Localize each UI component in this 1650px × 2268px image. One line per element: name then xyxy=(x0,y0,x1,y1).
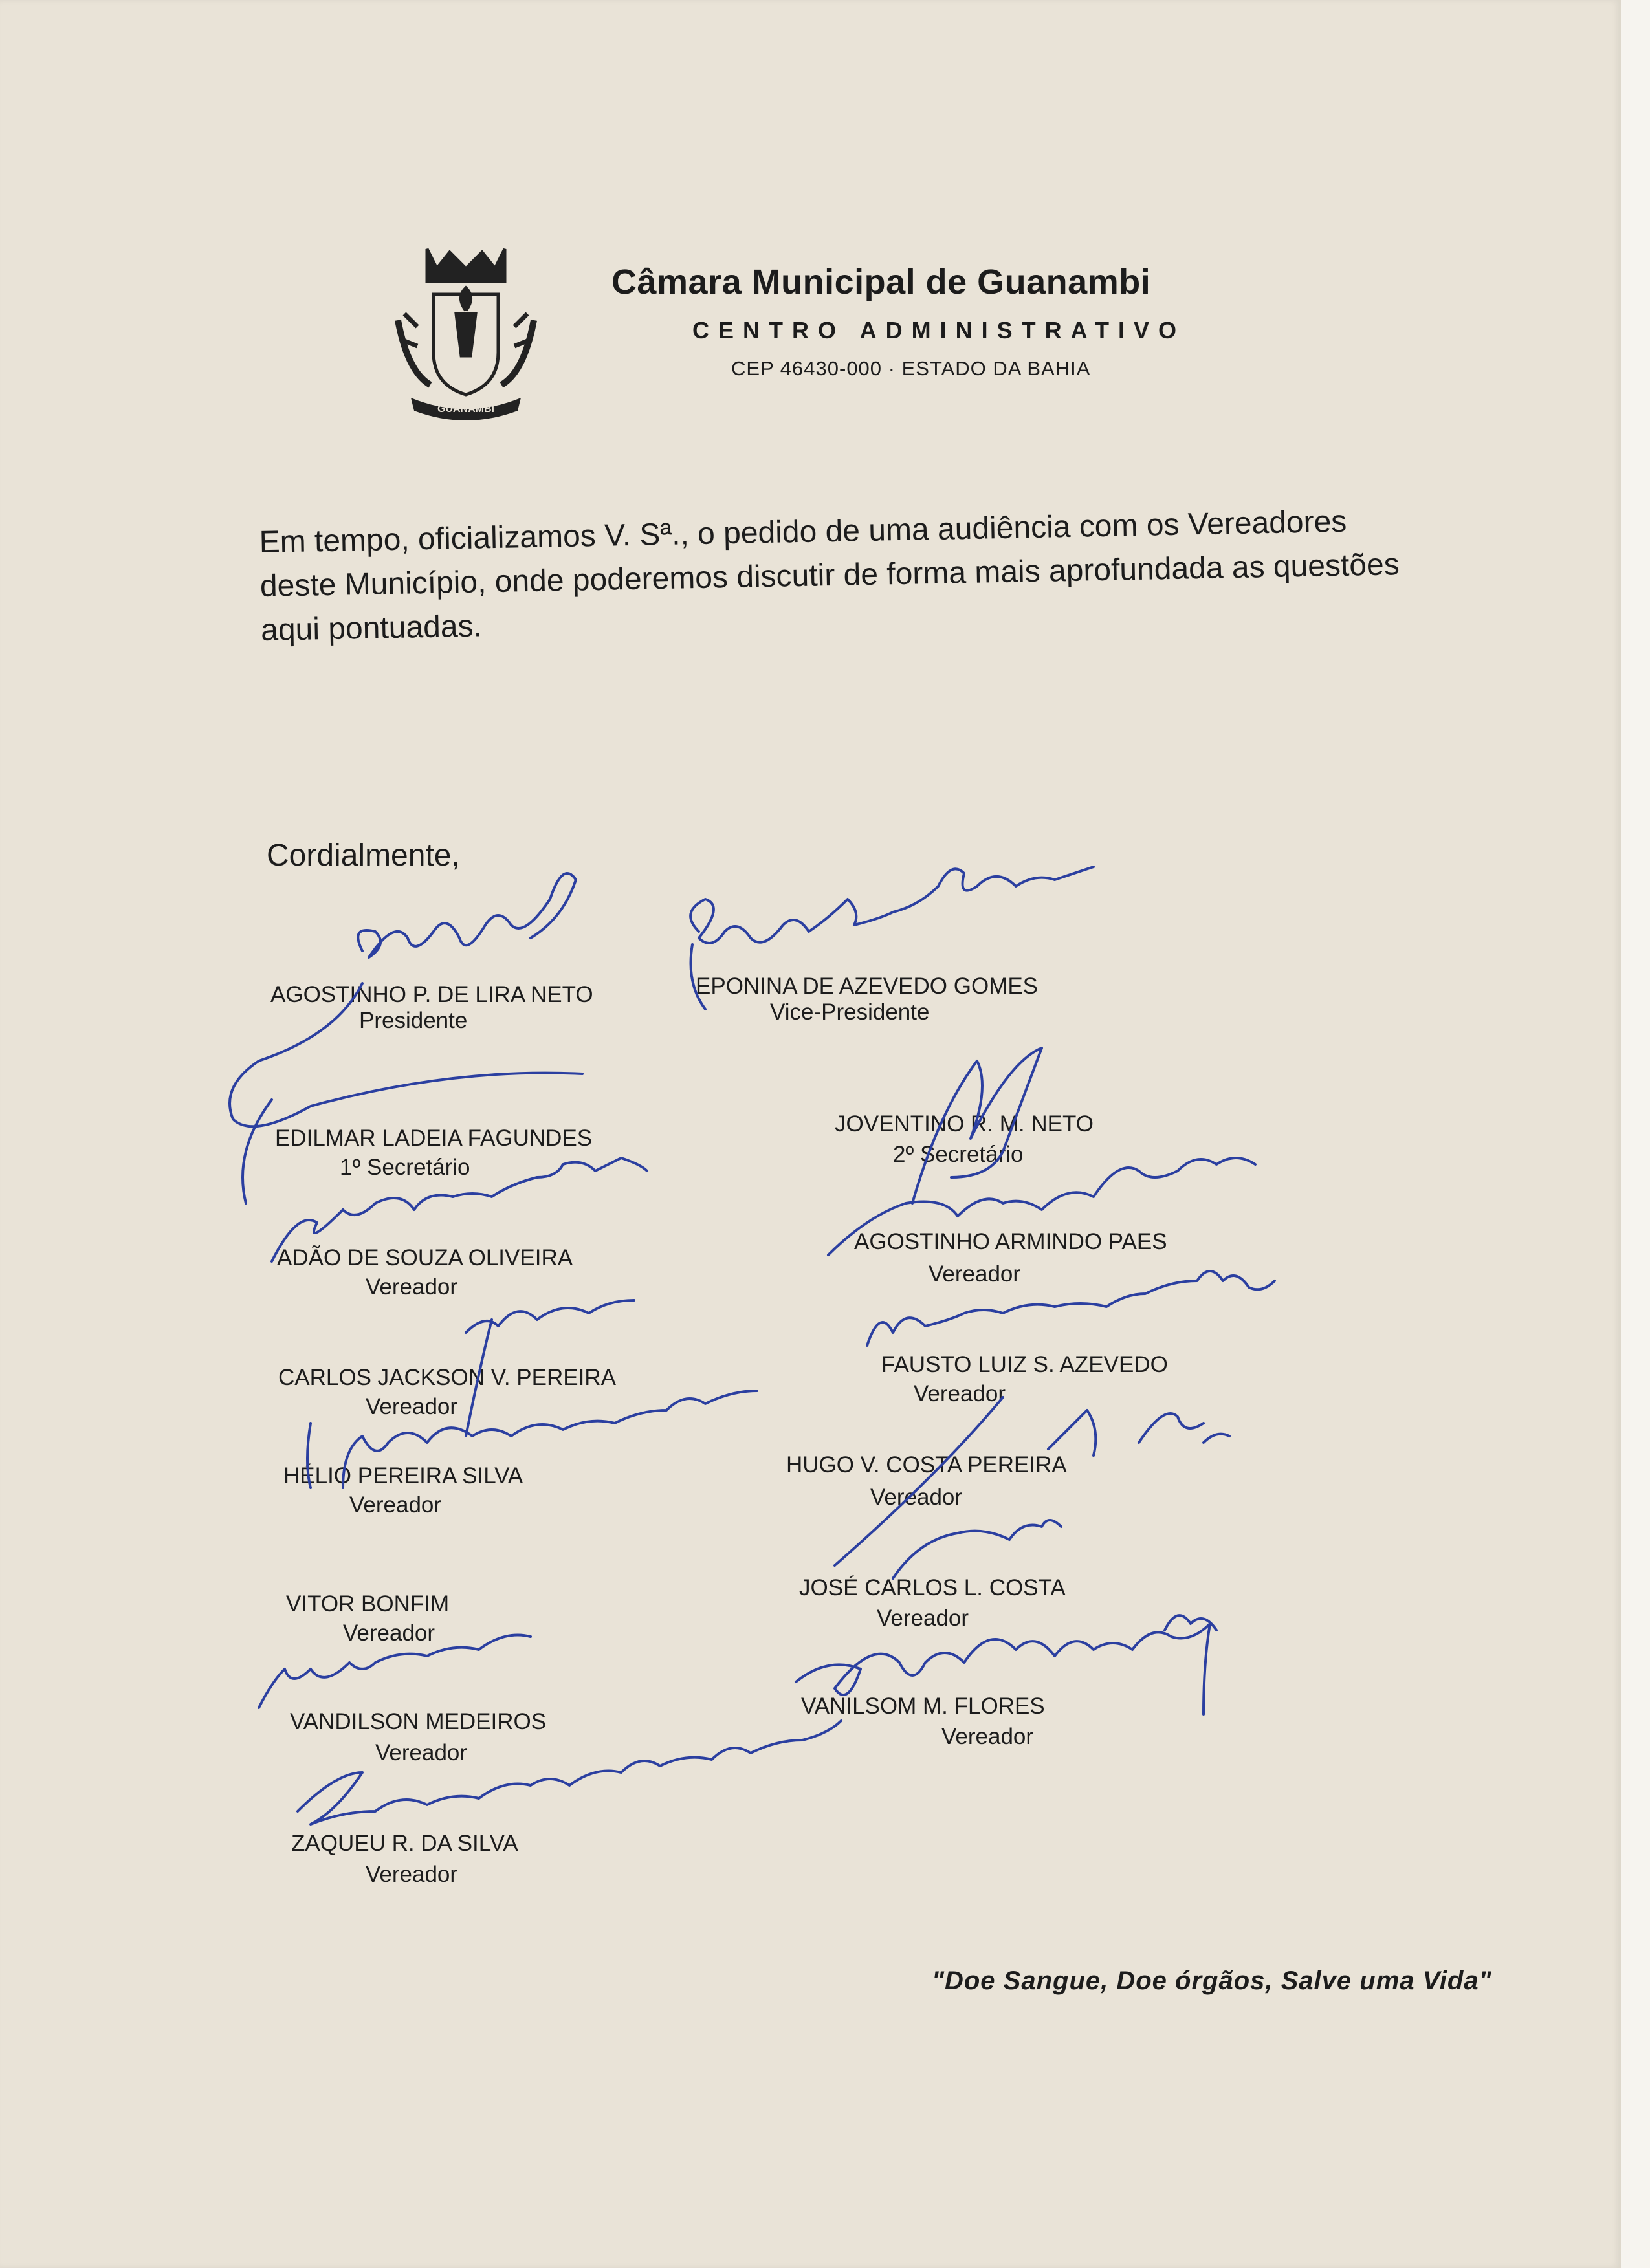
signatory-role: Vereador xyxy=(375,1740,468,1765)
signatory-role: Vereador xyxy=(349,1492,442,1518)
signatory-name: ZAQUEU R. DA SILVA xyxy=(291,1831,518,1856)
signatory-role: Vereador xyxy=(914,1381,1006,1406)
body-paragraph: Em tempo, oficializamos V. Sª., o pedido de uma audiência com os Vereadores deste Município, onde poderemos discutir de forma mais aprofundada as questões aqui pontuadas. xyxy=(259,504,1400,648)
signatory-role: Vereador xyxy=(929,1261,1021,1287)
signatory-role: Vereador xyxy=(877,1606,969,1631)
signatory-name: EPONINA DE AZEVEDO GOMES xyxy=(696,974,1039,999)
signatory-name: EDILMAR LADEIA FAGUNDES xyxy=(275,1126,593,1151)
signatory-name: VANILSOM M. FLORES xyxy=(801,1694,1045,1719)
signatory-name: AGOSTINHO ARMINDO PAES xyxy=(854,1229,1167,1254)
signatory-role: Vice-Presidente xyxy=(770,999,930,1025)
signatory-name: AGOSTINHO P. DE LIRA NETO xyxy=(270,982,593,1007)
signatory-name: ADÃO DE SOUZA OLIVEIRA xyxy=(277,1245,573,1270)
signatory-role: Vereador xyxy=(366,1274,458,1300)
signatory-name: HUGO V. COSTA PEREIRA xyxy=(786,1452,1067,1477)
crest-banner-text: GUANAMBI xyxy=(437,404,494,415)
letterhead-address: CEP 46430-000 · ESTADO DA BAHIA xyxy=(731,357,1091,380)
signatory-name: FAUSTO LUIZ S. AZEVEDO xyxy=(881,1352,1168,1377)
letterhead-subtitle: CENTRO ADMINISTRATIVO xyxy=(692,317,1185,343)
page-edge xyxy=(1621,0,1650,2268)
campaign-slogan: "Doe Sangue, Doe órgãos, Salve uma Vida" xyxy=(932,1967,1492,1995)
signatory-name: VANDILSON MEDEIROS xyxy=(290,1709,547,1734)
signatory-name: JOSÉ CARLOS L. COSTA xyxy=(799,1575,1066,1600)
signatory-role: 2º Secretário xyxy=(893,1142,1024,1167)
closing-salutation: Cordialmente, xyxy=(267,838,460,873)
signatory-name: CARLOS JACKSON V. PEREIRA xyxy=(278,1365,616,1390)
signatory-role: Vereador xyxy=(366,1862,458,1887)
signatory-name: HÉLIO PEREIRA SILVA xyxy=(283,1463,523,1488)
signatory-role: Vereador xyxy=(366,1394,458,1419)
signatory-role: Vereador xyxy=(870,1485,963,1510)
signatory-name: JOVENTINO R. M. NETO xyxy=(835,1111,1094,1137)
signatory-name: VITOR BONFIM xyxy=(286,1591,450,1617)
signatory-role: Vereador xyxy=(343,1620,435,1646)
signatory-role: Presidente xyxy=(359,1008,468,1033)
municipal-coat-of-arms-icon xyxy=(391,243,540,420)
signatory-role: 1º Secretário xyxy=(340,1155,470,1180)
signatory-role: Vereador xyxy=(941,1724,1034,1749)
letterhead-title: Câmara Municipal de Guanambi xyxy=(611,263,1151,301)
